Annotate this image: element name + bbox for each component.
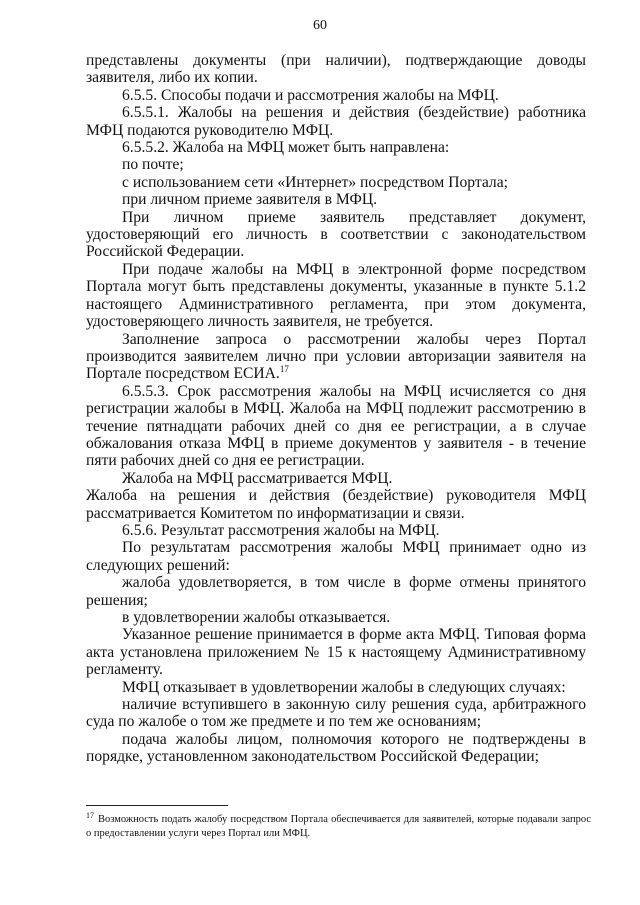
footnote-text: Возможность подать жалобу посредством Портала обеспечивается для заявителей, которые подавали запрос о предоставлении услуги через Портал или МФЦ.: [86, 814, 591, 839]
footnote-mark: 17: [86, 810, 94, 820]
list-item: в удовлетворении жалобы отказывается.: [122, 609, 391, 626]
document-body: [86, 52, 586, 766]
list-item: при личном приеме заявителя в МФЦ.: [122, 191, 378, 209]
paragraph: 6.5.5.1. Жалобы на решения и действия (бездействие) работника МФЦ подаются руководителю МФЦ.: [86, 104, 586, 139]
list-item: наличие вступившего в законную силу решения суда, арбитражного суда по жалобе о том же предмете и по тем же основаниям;: [86, 696, 586, 731]
paragraph: Жалоба на решения и действия (бездействие) руководителя МФЦ рассматривается Комитетом по информатизации и связи.: [86, 487, 586, 522]
section-heading: 6.5.5. Способы подачи и рассмотрения жалобы на МФЦ.: [122, 86, 499, 104]
page-number: 60: [313, 18, 327, 33]
paragraph: При личном приеме заявитель представляет документ, удостоверяющий его личность в соответствии с законодательством Российской Федерации.: [86, 208, 586, 261]
paragraph: МФЦ отказывает в удовлетворении жалобы в следующих случаях:: [122, 678, 566, 696]
paragraph: Указанное решение принимается в форме акта МФЦ. Типовая форма акта установлена приложением № 15 к настоящему Административному регламенту.: [86, 626, 586, 679]
paragraph: 6.5.5.3. Срок рассмотрения жалобы на МФЦ исчисляется со дня регистрации жалобы в МФЦ. Жалоба на МФЦ подлежит рассмотрению в течение пятнадцати рабочих дней со дня ее регистрации, а в случае обжалования отказа МФЦ в приеме документов у заявителя - в течение пяти рабочих дней со дня ее регистрации.: [86, 382, 586, 470]
paragraph: Жалоба на МФЦ рассматривается МФЦ.: [122, 469, 393, 487]
footnote-reference: 17: [279, 364, 289, 375]
paragraph-with-footnote: [86, 331, 586, 383]
paragraph-text: Заполнение запроса о рассмотрении жалобы через Портал производится заявителем лично при условии авторизации заявителя на Портале посредством ЕСИА.: [86, 330, 586, 383]
footnote-divider: [86, 805, 228, 806]
paragraph: 6.5.5.2. Жалоба на МФЦ может быть направлена:: [122, 139, 450, 157]
paragraph: По результатам рассмотрения жалобы МФЦ принимает одно из следующих решений:: [86, 539, 586, 574]
list-item: с использованием сети «Интернет» посредством Портала;: [122, 173, 508, 191]
footnote: [86, 810, 591, 841]
section-heading: 6.5.6. Результат рассмотрения жалобы на МФЦ.: [122, 521, 440, 539]
paragraph: представлены документы (при наличии), подтверждающие доводы заявителя, либо их копии.: [86, 52, 586, 87]
paragraph: При подаче жалобы на МФЦ в электронной форме посредством Портала могут быть представлены документы, указанные в пункте 5.1.2 настоящего Административного регламента, при этом документа, удостоверяющего личность заявителя, не требуется.: [86, 260, 586, 331]
list-item: подача жалобы лицом, полномочия которого не подтверждены в порядке, установленном законодательством Российской Федерации;: [86, 730, 586, 766]
list-item: по почте;: [122, 156, 184, 174]
list-item: жалоба удовлетворяется, в том числе в форме отмены принятого решения;: [86, 574, 586, 609]
